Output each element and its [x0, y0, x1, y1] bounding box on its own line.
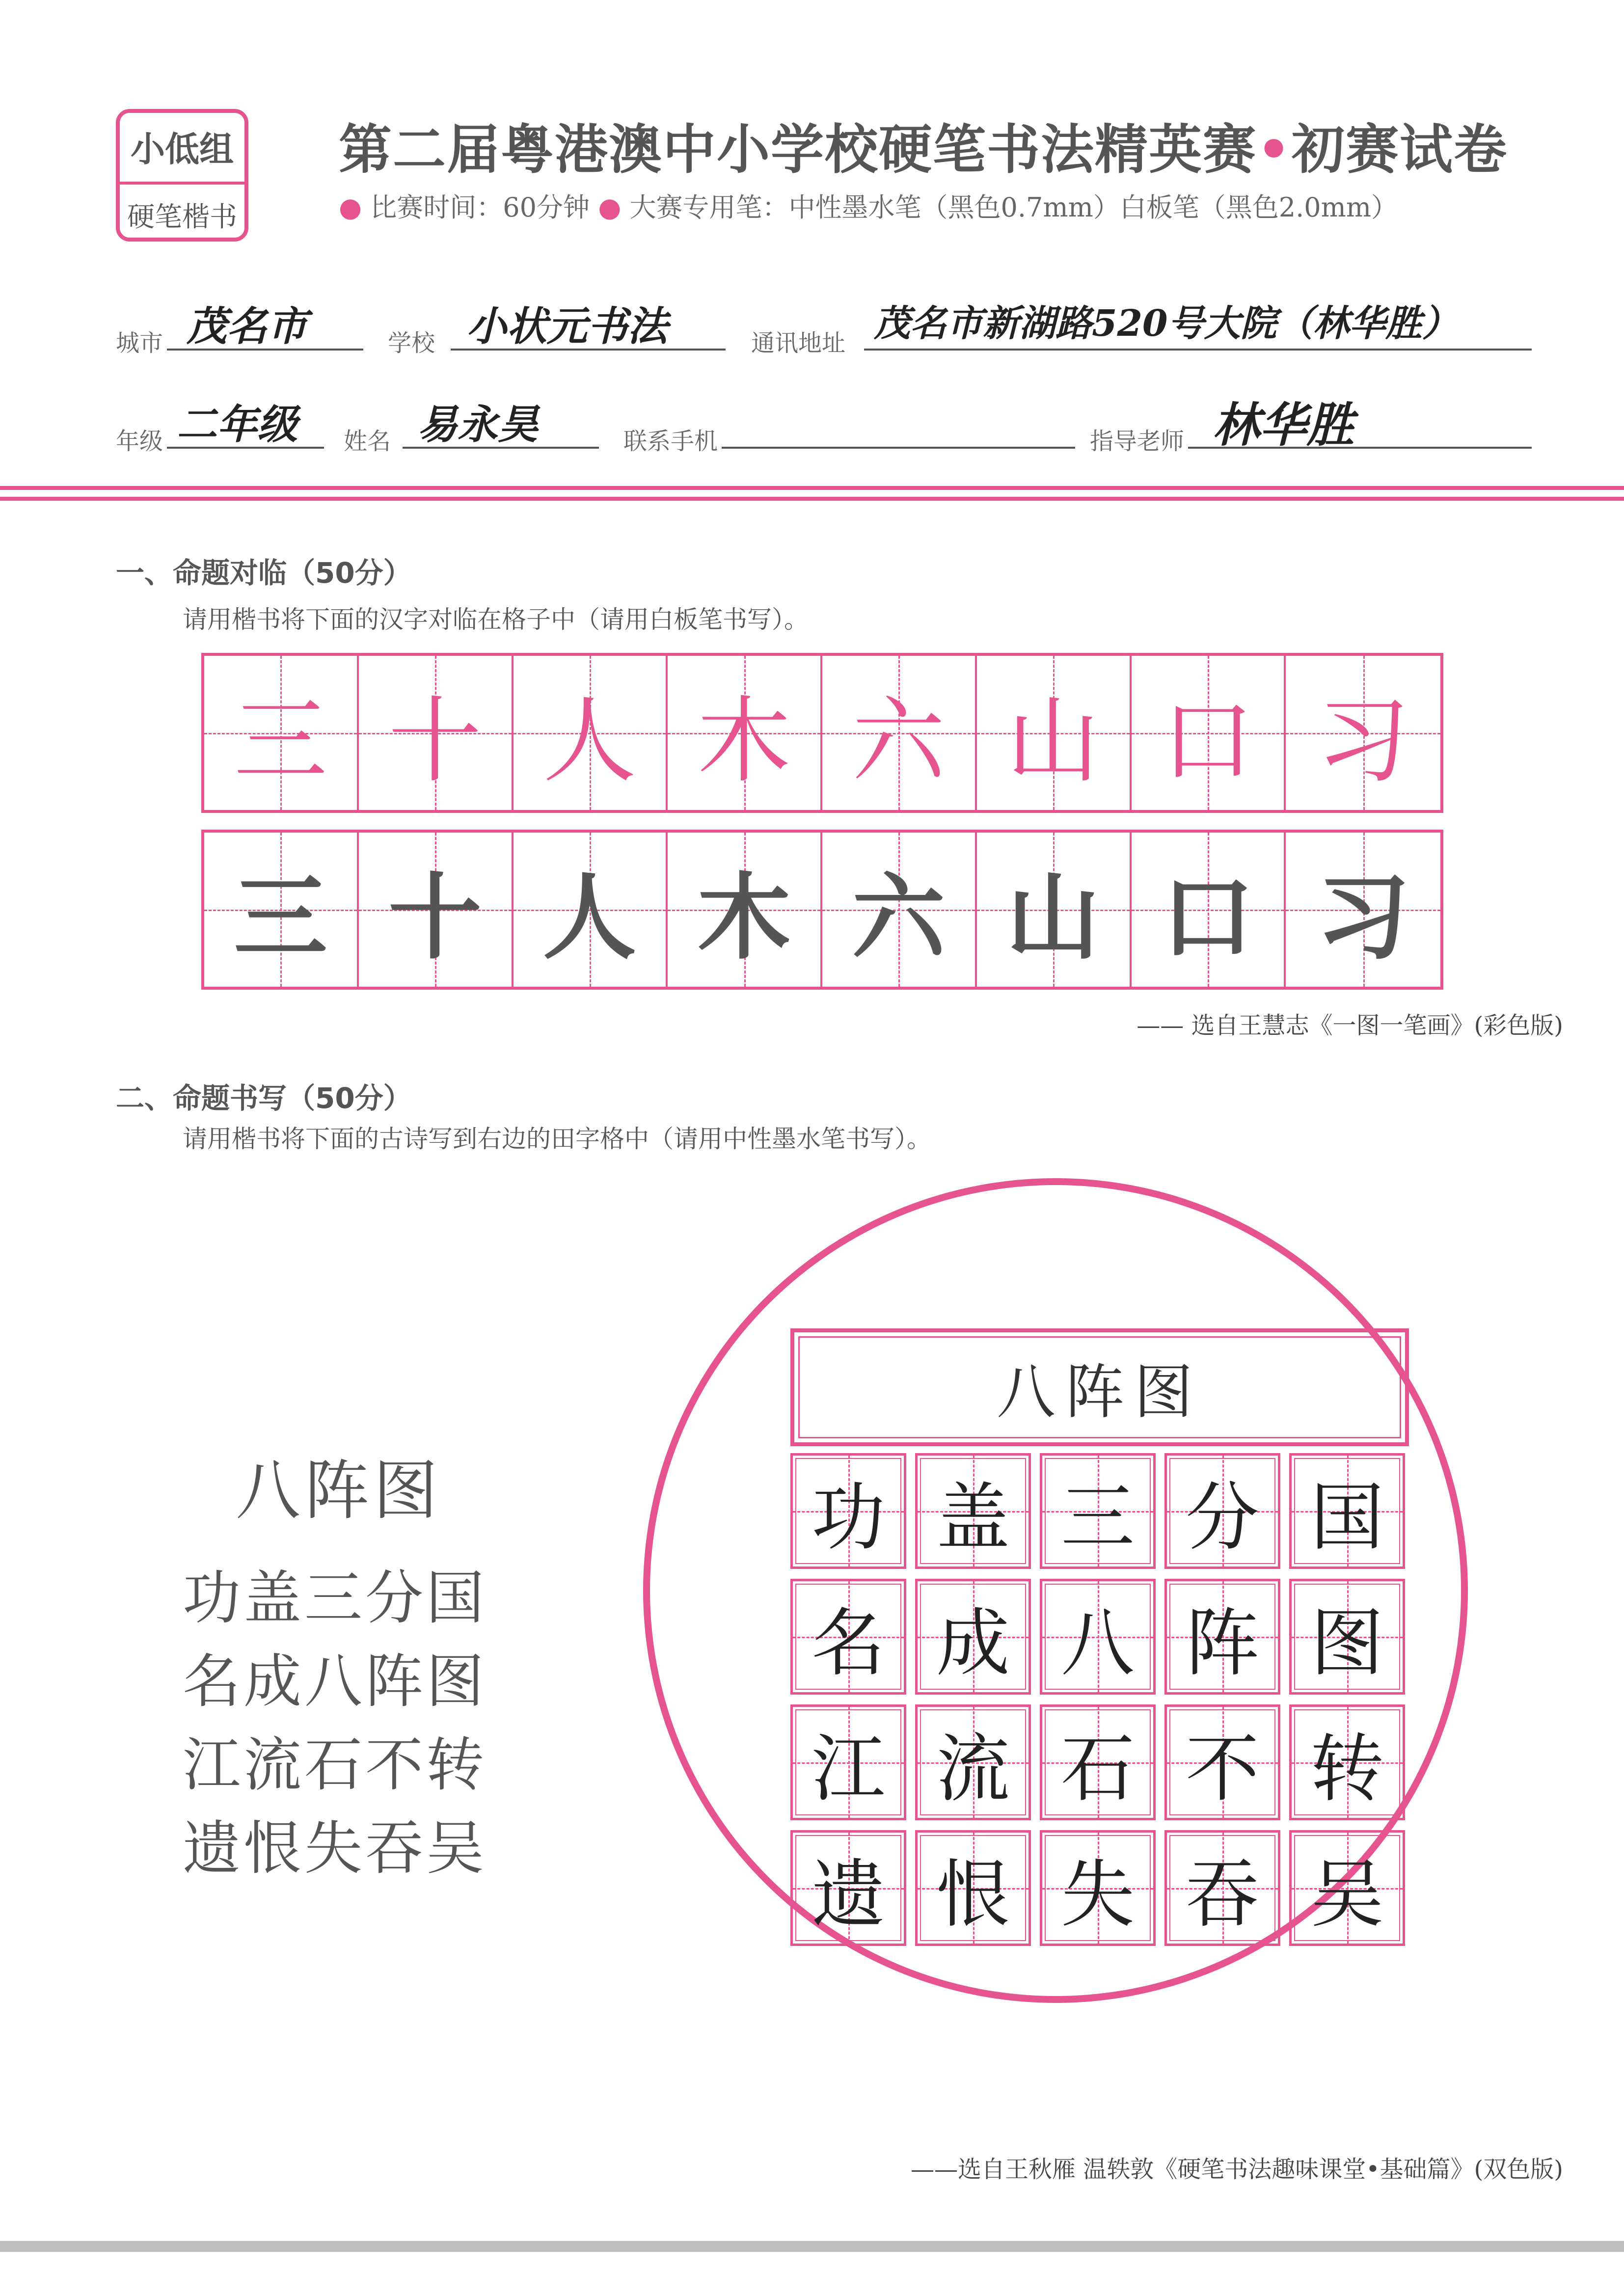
model-char: 六 [852, 686, 946, 795]
tianzige-grid [790, 1453, 1405, 1956]
model-char: 人 [542, 686, 636, 795]
grid-cell [514, 656, 668, 810]
poem-line: 遗恨失吞吴 [183, 1814, 487, 1882]
tianzige-cell[interactable] [790, 1579, 906, 1695]
grid-cell[interactable] [977, 833, 1132, 987]
written-char: 木 [697, 863, 791, 972]
written-char: 口 [1161, 863, 1254, 972]
page-title [339, 107, 1508, 183]
written-title-box[interactable] [790, 1328, 1409, 1446]
grid-cell[interactable] [359, 833, 514, 987]
written-char: 失 [1060, 1852, 1135, 1938]
section1-instructions: 请用楷书将下面的汉字对临在格子中（请用白板笔书写）。 [183, 605, 809, 634]
divider-line [0, 486, 1624, 490]
contest-info [339, 187, 1398, 224]
grade-value[interactable]: 二年级 [177, 401, 298, 448]
grade-label: 年级 [116, 428, 163, 455]
written-char: 山 [1006, 863, 1100, 972]
poem-title: 八阵图 [236, 1453, 442, 1529]
grid-cell[interactable] [204, 833, 359, 987]
tianzige-cell[interactable] [1289, 1579, 1405, 1695]
grid-cell [359, 656, 514, 810]
model-char: 木 [697, 686, 791, 795]
tianzige-cell[interactable] [1040, 1453, 1156, 1569]
model-char: 十 [388, 686, 482, 795]
badge-group-label: 小低组 [131, 129, 234, 169]
group-badge [116, 109, 248, 242]
poem-line: 江流石不转 [183, 1731, 487, 1799]
poem-line: 功盖三分国 [183, 1564, 487, 1632]
written-char: 恨 [936, 1852, 1010, 1938]
written-char: 六 [852, 863, 946, 972]
bullet-icon: ● [598, 192, 622, 223]
written-char: 阵 [1185, 1601, 1259, 1686]
tianzige-cell[interactable] [1040, 1830, 1156, 1946]
phone-line [722, 447, 1075, 449]
tianzige-cell[interactable] [1289, 1830, 1405, 1946]
tianzige-cell[interactable] [1164, 1453, 1280, 1569]
written-char: 三 [1060, 1475, 1135, 1561]
city-label: 城市 [116, 329, 163, 357]
name-label: 姓名 [344, 428, 391, 455]
written-char: 图 [1310, 1601, 1384, 1686]
tianzige-cell[interactable] [790, 1453, 906, 1569]
title-suffix: 初赛试卷 [1292, 119, 1508, 181]
written-char: 三 [234, 863, 327, 972]
written-char: 八 [1060, 1601, 1135, 1686]
model-char: 山 [1006, 686, 1100, 795]
grid-cell [1286, 656, 1440, 810]
grid-row [790, 1830, 1405, 1946]
written-char: 转 [1310, 1727, 1384, 1812]
address-value[interactable]: 茂名市新湖路520号大院（林华胜） [874, 302, 1459, 345]
tianzige-cell[interactable] [1289, 1704, 1405, 1820]
grid-cell [668, 656, 822, 810]
tianzige-cell[interactable] [915, 1579, 1031, 1695]
written-char: 流 [936, 1727, 1010, 1812]
tianzige-cell[interactable] [915, 1704, 1031, 1820]
grid-cell[interactable] [1132, 833, 1286, 987]
written-char: 功 [811, 1475, 885, 1561]
grid-cell [977, 656, 1132, 810]
divider-line [0, 497, 1624, 501]
written-char: 名 [811, 1601, 885, 1686]
bullet-icon: ● [339, 192, 362, 223]
written-title: 八阵图 [798, 1336, 1401, 1438]
grid-cell[interactable] [822, 833, 977, 987]
contest-pens: 大赛专用笔：中性墨水笔（黑色0.7mm）白板笔（黑色2.0mm） [629, 192, 1398, 223]
tianzige-cell[interactable] [915, 1453, 1031, 1569]
tianzige-cell[interactable] [790, 1704, 906, 1820]
section1-credit: —— 选自王慧志《一图一笔画》(彩色版) [1137, 1012, 1563, 1039]
section1-heading: 一、命题对临（50分） [116, 556, 412, 590]
phone-label: 联系手机 [623, 428, 718, 455]
city-value[interactable]: 茂名市 [187, 303, 307, 350]
title-dot: • [1257, 119, 1292, 181]
grid-cell[interactable] [1286, 833, 1440, 987]
model-char-grid [201, 653, 1443, 813]
model-char: 三 [234, 686, 327, 795]
written-char: 吞 [1185, 1852, 1259, 1938]
address-label: 通讯地址 [751, 329, 846, 357]
grid-cell [204, 656, 359, 810]
tianzige-cell[interactable] [1040, 1579, 1156, 1695]
model-char: 习 [1316, 686, 1410, 795]
written-char: 成 [936, 1601, 1010, 1686]
school-label: 学校 [388, 329, 435, 357]
written-char: 国 [1310, 1475, 1384, 1561]
written-char: 遗 [811, 1852, 885, 1938]
tianzige-cell[interactable] [915, 1830, 1031, 1946]
badge-category-label: 硬笔楷书 [127, 201, 237, 233]
teacher-value[interactable]: 林华胜 [1213, 397, 1354, 453]
address-line [864, 349, 1532, 351]
section2-heading: 二、命题书写（50分） [116, 1081, 412, 1115]
tianzige-cell[interactable] [1040, 1704, 1156, 1820]
tianzige-cell[interactable] [1289, 1453, 1405, 1569]
tianzige-cell[interactable] [1164, 1704, 1280, 1820]
written-char: 十 [388, 863, 482, 972]
model-char: 口 [1161, 686, 1254, 795]
tianzige-cell[interactable] [790, 1830, 906, 1946]
written-char: 分 [1185, 1475, 1259, 1561]
grid-cell [822, 656, 977, 810]
written-char: 盖 [936, 1475, 1010, 1561]
contest-time: 比赛时间：60分钟 [370, 192, 590, 223]
written-char: 习 [1316, 863, 1410, 972]
written-char: 石 [1060, 1727, 1135, 1812]
bottom-bar [0, 2241, 1624, 2252]
title-main: 第二届粤港澳中小学校硬笔书法精英赛 [339, 119, 1257, 181]
grid-cell[interactable] [668, 833, 822, 987]
teacher-label: 指导老师 [1090, 428, 1185, 455]
badge-divider [120, 182, 244, 185]
grid-row [790, 1704, 1405, 1820]
written-char: 江 [811, 1727, 885, 1812]
name-value[interactable]: 易永昊 [417, 401, 538, 448]
written-char: 吴 [1310, 1852, 1384, 1938]
written-char: 不 [1185, 1727, 1259, 1812]
section2-credit: ——选自王秋雁 温轶敦《硬笔书法趣味课堂•基础篇》(双色版) [910, 2156, 1563, 2183]
grid-cell [1132, 656, 1286, 810]
tianzige-cell[interactable] [1164, 1579, 1280, 1695]
grid-row [790, 1579, 1405, 1695]
school-value[interactable]: 小状元书法 [466, 303, 668, 350]
poem-line: 名成八阵图 [183, 1648, 487, 1715]
written-char-grid [201, 830, 1443, 990]
grid-row [790, 1453, 1405, 1569]
section2-instructions: 请用楷书将下面的古诗写到右边的田字格中（请用中性墨水笔书写）。 [183, 1125, 931, 1153]
grid-cell[interactable] [514, 833, 668, 987]
written-char: 人 [542, 863, 636, 972]
tianzige-cell[interactable] [1164, 1830, 1280, 1946]
